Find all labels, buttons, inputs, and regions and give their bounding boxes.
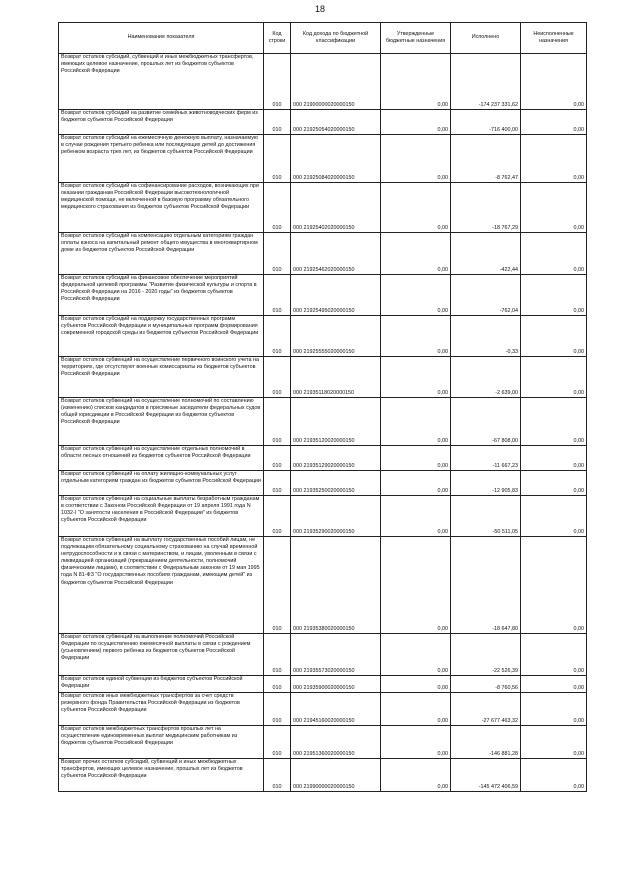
table-cell-line-code: 010 xyxy=(264,110,291,135)
table-cell-unexecuted: 0,00 xyxy=(521,693,587,726)
table-cell-approved: 0,00 xyxy=(381,54,451,110)
table-row xyxy=(59,446,587,471)
table-cell-approved: 0,00 xyxy=(381,634,451,676)
table-cell-approved: 0,00 xyxy=(381,537,451,634)
table-cell-line-code: 010 xyxy=(264,471,291,496)
table-cell-budget-code: 000 21935380020000150 xyxy=(291,537,381,634)
table-cell-unexecuted: 0,00 xyxy=(521,676,587,693)
header-executed: Исполнено xyxy=(451,23,521,54)
table-cell-budget-code: 000 21935120020000150 xyxy=(291,398,381,446)
table-cell-name: Возврат остатков субвенций на социальные выплаты безработным гражданам в соответствии с Законом Российской Федерации от 19 апреля 1991 года N 1032-I "О занятости населения в Российской Федерации" из бюджетов субъектов Российской Федерации xyxy=(59,496,264,537)
table-cell-approved: 0,00 xyxy=(381,398,451,446)
table-cell-budget-code: 000 21935900020000150 xyxy=(291,676,381,693)
table-row xyxy=(59,110,587,135)
table-cell-executed: -146 881,28 xyxy=(451,726,521,759)
table-cell-line-code: 010 xyxy=(264,634,291,676)
table-cell-approved: 0,00 xyxy=(381,446,451,471)
table-cell-unexecuted: 0,00 xyxy=(521,759,587,792)
table-cell-unexecuted: 0,00 xyxy=(521,54,587,110)
table-cell-unexecuted: 0,00 xyxy=(521,316,587,357)
table-row xyxy=(59,183,587,233)
table-cell-line-code: 010 xyxy=(264,233,291,275)
table-cell-executed: -50 511,05 xyxy=(451,496,521,537)
table-cell-executed: -145 472 406,59 xyxy=(451,759,521,792)
table-cell-budget-code: 000 21951360020000150 xyxy=(291,726,381,759)
table-cell-unexecuted: 0,00 xyxy=(521,446,587,471)
table-row xyxy=(59,496,587,537)
table-cell-approved: 0,00 xyxy=(381,676,451,693)
table-cell-line-code: 010 xyxy=(264,135,291,183)
table-cell-executed: -67 808,00 xyxy=(451,398,521,446)
table-cell-line-code: 010 xyxy=(264,275,291,316)
table-cell-name: Возврат остатков субсидий, субвенций и иных межбюджетных трансфертов, имеющих целевое назначение, прошлых лет из бюджетов субъектов Российской Федерации xyxy=(59,54,264,110)
table-row xyxy=(59,693,587,726)
table-cell-name: Возврат остатков иных межбюджетных трансфертов за счет средств резервного фонда Правительства Российской Федерации из бюджетов субъектов Российской Федерации xyxy=(59,693,264,726)
table-cell-line-code: 010 xyxy=(264,446,291,471)
table-cell-name: Возврат прочих остатков субсидий, субвенций и иных межбюджетных трансфертов, имеющих целевое назначение, прошлых лет из бюджетов субъектов Российской Федерации xyxy=(59,759,264,792)
table-cell-line-code: 010 xyxy=(264,54,291,110)
table-cell-line-code: 010 xyxy=(264,726,291,759)
table-header-row xyxy=(59,23,587,54)
table-cell-unexecuted: 0,00 xyxy=(521,496,587,537)
table-cell-budget-code: 000 21925495020000150 xyxy=(291,275,381,316)
table-cell-approved: 0,00 xyxy=(381,316,451,357)
table-cell-unexecuted: 0,00 xyxy=(521,398,587,446)
table-cell-unexecuted: 0,00 xyxy=(521,357,587,398)
table-cell-executed: -0,33 xyxy=(451,316,521,357)
table-cell-budget-code: 000 21935129020000150 xyxy=(291,446,381,471)
table-cell-approved: 0,00 xyxy=(381,496,451,537)
table-cell-budget-code: 000 21935250020000150 xyxy=(291,471,381,496)
table-cell-budget-code: 000 21945160020000150 xyxy=(291,693,381,726)
header-line-code: Код строки xyxy=(264,23,291,54)
table-row xyxy=(59,275,587,316)
table-cell-executed: -18 647,80 xyxy=(451,537,521,634)
table-cell-line-code: 010 xyxy=(264,316,291,357)
table-cell-unexecuted: 0,00 xyxy=(521,634,587,676)
table-cell-line-code: 010 xyxy=(264,759,291,792)
table-cell-line-code: 010 xyxy=(264,693,291,726)
table-cell-budget-code: 000 21935290020000150 xyxy=(291,496,381,537)
table-row xyxy=(59,726,587,759)
table-cell-name: Возврат остатков субвенций на оплату жилищно-коммунальных услуг отдельным категориям граждан из бюджетов субъектов Российской Федерации xyxy=(59,471,264,496)
table-body xyxy=(59,54,587,792)
table-row xyxy=(59,135,587,183)
table-cell-approved: 0,00 xyxy=(381,183,451,233)
table-cell-approved: 0,00 xyxy=(381,135,451,183)
table-cell-name: Возврат остатков субвенций на выплату государственных пособий лицам, не подлежащим обязательному социальному страхованию на случай временной нетрудоспособности и в связи с материнством, и лицам, уволенным в связи с ликвидацией организаций (прекращением деятельности, полномочий физическими лицами), в соответствии с Федеральным законом от 19 мая 1995 года N 81-ФЗ "О государственных пособиях гражданам, имеющим детей" из бюджетов субъектов Российской Федерации xyxy=(59,537,264,634)
table-cell-budget-code: 000 21925084020000150 xyxy=(291,135,381,183)
table-cell-unexecuted: 0,00 xyxy=(521,110,587,135)
table-cell-line-code: 010 xyxy=(264,357,291,398)
table-cell-budget-code: 000 21925555020000150 xyxy=(291,316,381,357)
table-row xyxy=(59,759,587,792)
table-cell-name: Возврат остатков субвенций на осуществление первичного воинского учета на территориях, где отсутствуют военные комиссариаты из бюджетов субъектов Российской Федерации xyxy=(59,357,264,398)
header-approved: Утвержденные бюджетные назначения xyxy=(381,23,451,54)
table-cell-approved: 0,00 xyxy=(381,759,451,792)
table-cell-executed: -12 905,83 xyxy=(451,471,521,496)
table-cell-line-code: 010 xyxy=(264,183,291,233)
table-cell-unexecuted: 0,00 xyxy=(521,537,587,634)
table-row xyxy=(59,537,587,634)
table-cell-unexecuted: 0,00 xyxy=(521,275,587,316)
table-cell-name: Возврат остатков субсидий на компенсацию отдельным категориям граждан оплаты взноса на капитальный ремонт общего имущества в многоквартирном доме из бюджетов субъектов Российской Федерации xyxy=(59,233,264,275)
table-cell-executed: -18 767,29 xyxy=(451,183,521,233)
table-cell-unexecuted: 0,00 xyxy=(521,135,587,183)
table-cell-line-code: 010 xyxy=(264,537,291,634)
table-cell-approved: 0,00 xyxy=(381,471,451,496)
table-cell-approved: 0,00 xyxy=(381,357,451,398)
table-cell-name: Возврат остатков субсидий на финансовое обеспечение мероприятий федеральной целевой программы "Развитие физической культуры и спорта в Российской Федерации на 2016 - 2020 годы" из бюджетов субъектов Российской Федерации xyxy=(59,275,264,316)
header-name: Наименование показателя xyxy=(59,23,264,54)
table-cell-approved: 0,00 xyxy=(381,726,451,759)
table-cell-unexecuted: 0,00 xyxy=(521,183,587,233)
table-cell-unexecuted: 0,00 xyxy=(521,726,587,759)
revenue-report-table xyxy=(58,22,587,792)
table-cell-executed: -716 400,00 xyxy=(451,110,521,135)
table-cell-line-code: 010 xyxy=(264,398,291,446)
table-row xyxy=(59,471,587,496)
table-cell-name: Возврат остатков субвенций на осуществление полномочий по составлению (изменению) списков кандидатов в присяжные заседатели федеральных судов общей юрисдикции в Российской Федерации из бюджетов субъектов Российской Федерации xyxy=(59,398,264,446)
table-row xyxy=(59,398,587,446)
table-row xyxy=(59,357,587,398)
table-cell-name: Возврат остатков субсидий на развитие семейных животноводческих ферм из бюджетов субъектов Российской Федерации xyxy=(59,110,264,135)
table-cell-name: Возврат остатков субсидий на ежемесячную денежную выплату, назначаемую в случае рождения третьего ребенка или последующих детей до достижения ребенком возраста трех лет, из бюджетов субъектов Российской Федерации xyxy=(59,135,264,183)
table-cell-executed: -2 639,00 xyxy=(451,357,521,398)
table-cell-line-code: 010 xyxy=(264,676,291,693)
table-cell-unexecuted: 0,00 xyxy=(521,471,587,496)
table-cell-budget-code: 000 21925462020000150 xyxy=(291,233,381,275)
table-cell-executed: -22 526,39 xyxy=(451,634,521,676)
table-cell-name: Возврат остатков субвенций на осуществление отдельных полномочий в области лесных отношений из бюджетов субъектов Российской Федерации xyxy=(59,446,264,471)
table-cell-executed: -174 237 331,62 xyxy=(451,54,521,110)
header-budget-code: Код дохода по бюджетной классификации xyxy=(291,23,381,54)
table-cell-name: Возврат остатков субсидий на поддержку государственных программ субъектов Российской Федерации и муниципальных программ формирования современной городской среды из бюджетов субъектов Российской Федерации xyxy=(59,316,264,357)
table-cell-name: Возврат остатков субвенций на выполнение полномочий Российской Федерации по осуществлению ежемесячной выплаты в связи с рождением (усыновлением) первого ребенка из бюджетов субъектов Российской Федерации xyxy=(59,634,264,676)
table-cell-budget-code: 000 21900000020000150 xyxy=(291,54,381,110)
table-cell-approved: 0,00 xyxy=(381,110,451,135)
table-cell-executed: -8 762,47 xyxy=(451,135,521,183)
table-cell-budget-code: 000 21925402020000150 xyxy=(291,183,381,233)
table-row xyxy=(59,634,587,676)
table-cell-approved: 0,00 xyxy=(381,275,451,316)
table-cell-executed: -27 677 463,32 xyxy=(451,693,521,726)
table-cell-budget-code: 000 21935573020000150 xyxy=(291,634,381,676)
header-unexecuted: Неисполненные назначения xyxy=(521,23,587,54)
table-row xyxy=(59,316,587,357)
table-cell-budget-code: 000 21935118020000150 xyxy=(291,357,381,398)
table-cell-approved: 0,00 xyxy=(381,233,451,275)
table-cell-approved: 0,00 xyxy=(381,693,451,726)
table-cell-budget-code: 000 21990000020000150 xyxy=(291,759,381,792)
page-number: 18 xyxy=(314,4,325,14)
table-row xyxy=(59,233,587,275)
table-cell-line-code: 010 xyxy=(264,496,291,537)
table-cell-name: Возврат остатков субсидий на софинансирование расходов, возникающих при оказании гражданам Российской Федерации высокотехнологичной медицинской помощи, не включенной в базовую программу обязательного медицинского страхования из бюджетов субъектов Российской Федерации xyxy=(59,183,264,233)
table-row xyxy=(59,54,587,110)
table-cell-name: Возврат остатков единой субвенции из бюджетов субъектов Российской Федерации xyxy=(59,676,264,693)
table-cell-executed: -8 760,56 xyxy=(451,676,521,693)
table-cell-executed: -762,04 xyxy=(451,275,521,316)
table-cell-unexecuted: 0,00 xyxy=(521,233,587,275)
table-cell-name: Возврат остатков межбюджетных трансфертов прошлых лет на осуществление единовременных выплат медицинским работникам из бюджетов субъектов Российской Федерации xyxy=(59,726,264,759)
table-cell-executed: -11 667,23 xyxy=(451,446,521,471)
table-cell-budget-code: 000 21925054020000150 xyxy=(291,110,381,135)
table-row xyxy=(59,676,587,693)
table-cell-executed: -422,44 xyxy=(451,233,521,275)
